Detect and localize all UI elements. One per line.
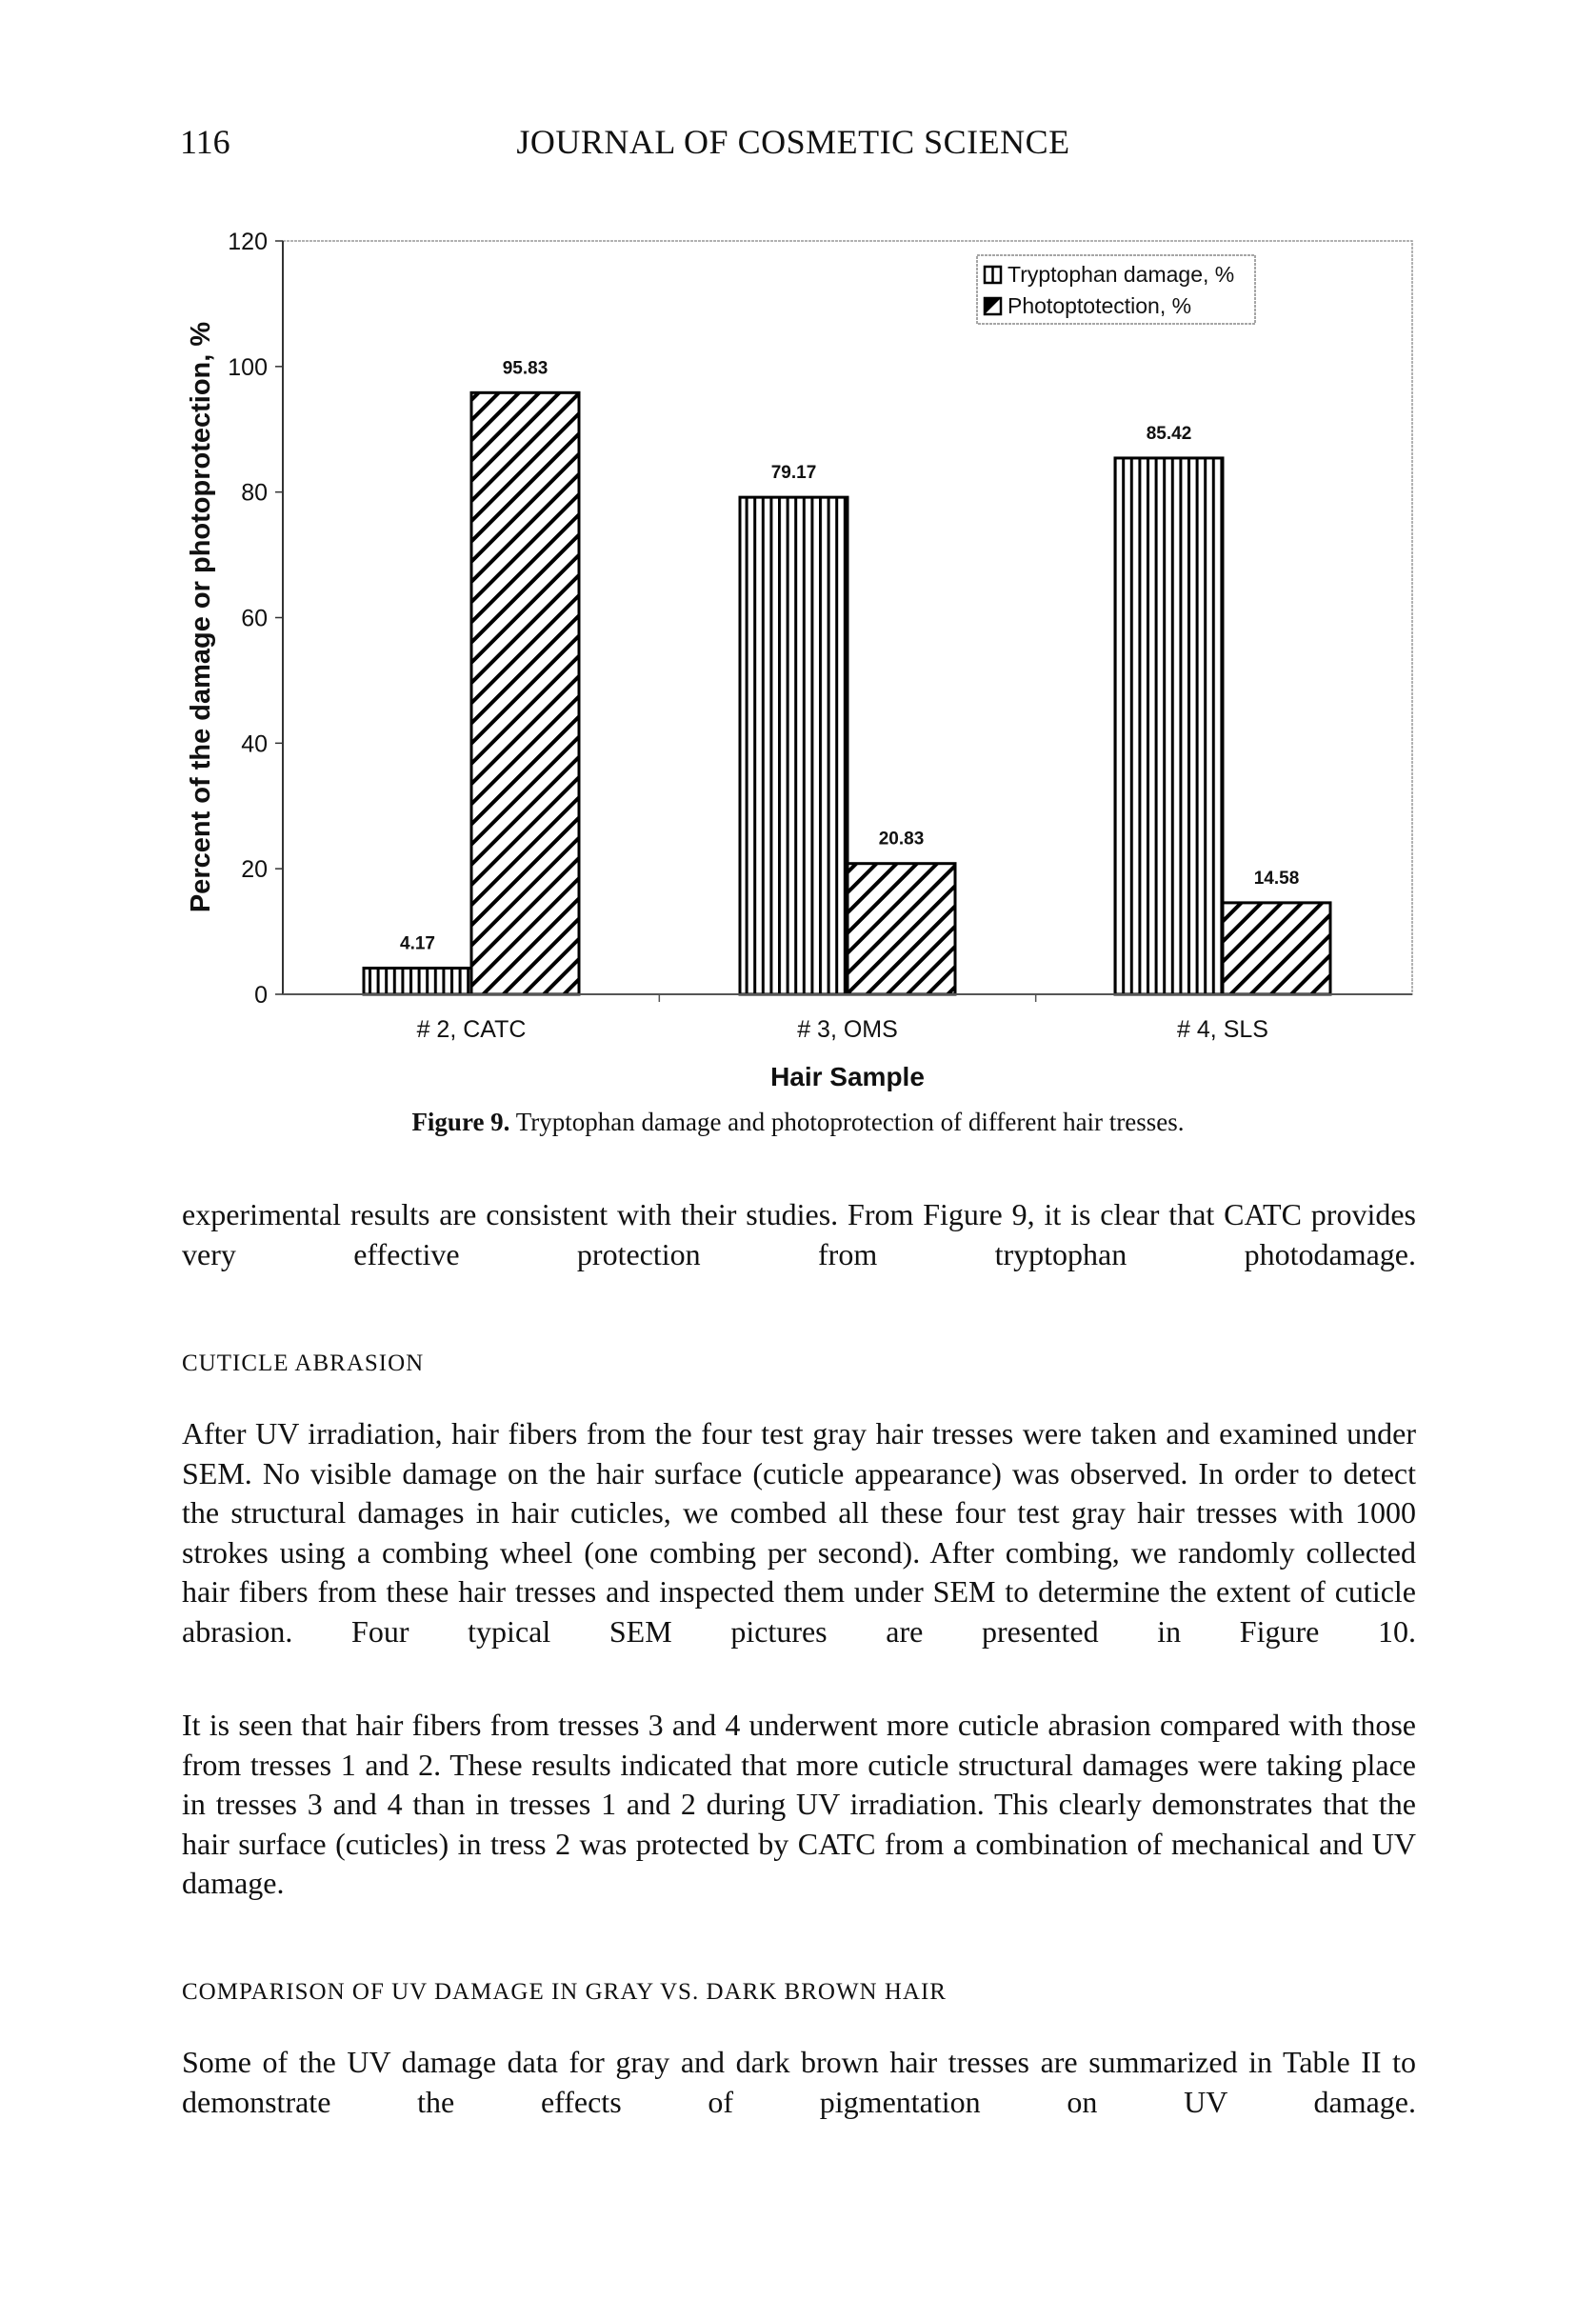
paragraph-4: Some of the UV damage data for gray and dark brown hair tresses are summarized in Table II to demonstrate the effects of pigmentation on UV damage.: [182, 2045, 1416, 2119]
page-number: 116: [180, 123, 230, 161]
chart-legend: [977, 255, 1255, 324]
legend-label: Tryptophan damage, %: [1007, 262, 1235, 287]
y-axis-title: Percent of the damage or photoprotection, %: [186, 321, 216, 913]
x-category-label: # 3, OMS: [797, 1016, 898, 1043]
paragraph-3: It is seen that hair fibers from tresses 3 and 4 underwent more cuticle abrasion compared with those from tresses 1 and 2. These results indicated that more cuticle structural damages were taking place in tresses 3 and 4 than in tresses 1 and 2 during UV irradiation. This clearly demonstrates that the hair surface (cuticles) in tress 2 was protected by CATC from a combination of mechanical and UV damage.: [182, 1708, 1416, 1900]
figure-label: Figure 9.: [411, 1108, 510, 1136]
paragraph-2: After UV irradiation, hair fibers from the four test gray hair tresses were taken and examined under SEM. No visible damage on the hair surface (cuticle appearance) was observed. In order to detect the structural damages in hair cuticles, we combed all these four test gray hair tresses with 1000 strokes using a combing wheel (one combing per second). After combing, we randomly collected hair fibers from these hair tresses and inspected them under SEM to determine the extent of cuticle abrasion. Four typical SEM pictures are presented in Figure 10.: [182, 1416, 1416, 1649]
y-tick-label: 40: [241, 730, 268, 758]
bar-value-label: 4.17: [400, 933, 435, 954]
bar-tryptophan-damage: [1115, 458, 1223, 994]
bar-tryptophan-damage: [364, 969, 471, 994]
bar-tryptophan-damage: [740, 497, 848, 994]
x-category-label: # 2, CATC: [416, 1016, 527, 1043]
bar-value-label: 20.83: [878, 829, 925, 850]
bar-photoprotection: [1223, 903, 1330, 994]
x-axis-title: Hair Sample: [770, 1062, 925, 1091]
paragraph-1: experimental results are consistent with their studies. From Figure 9, it is clear that CATC provides very effective protection from tryptophan photodamage.: [182, 1197, 1416, 1271]
bar-value-label: 14.58: [1253, 868, 1300, 889]
journal-title: JOURNAL OF COSMETIC SCIENCE: [516, 123, 1070, 161]
bars: [364, 358, 1330, 994]
bar-photoprotection: [471, 392, 579, 994]
section-heading-comparison: COMPARISON OF UV DAMAGE IN GRAY VS. DARK BROWN HAIR: [182, 1979, 947, 2005]
y-tick-label: 0: [254, 982, 268, 1009]
y-axis: [186, 229, 283, 1009]
figure-caption-text: Tryptophan damage and photoprotection of different hair tresses.: [515, 1108, 1185, 1136]
x-axis: [283, 994, 1412, 1091]
y-tick-label: 80: [241, 479, 268, 507]
legend-label: Photoptotection, %: [1007, 293, 1192, 318]
section-heading-cuticle-abrasion: CUTICLE ABRASION: [182, 1350, 425, 1376]
y-tick-label: 20: [241, 856, 268, 884]
chart-canvas: [0, 0, 1596, 1105]
y-tick-label: 60: [241, 605, 268, 632]
bar-value-label: 79.17: [770, 463, 817, 484]
y-tick-label: 120: [228, 229, 268, 255]
x-category-label: # 4, SLS: [1177, 1016, 1268, 1043]
bar-photoprotection: [848, 864, 955, 994]
y-tick-label: 100: [228, 353, 268, 381]
bar-chart: [0, 0, 1596, 1105]
bar-value-label: 85.42: [1146, 423, 1192, 444]
figure-caption: [181, 1108, 1415, 1137]
bar-value-label: 95.83: [502, 358, 549, 379]
